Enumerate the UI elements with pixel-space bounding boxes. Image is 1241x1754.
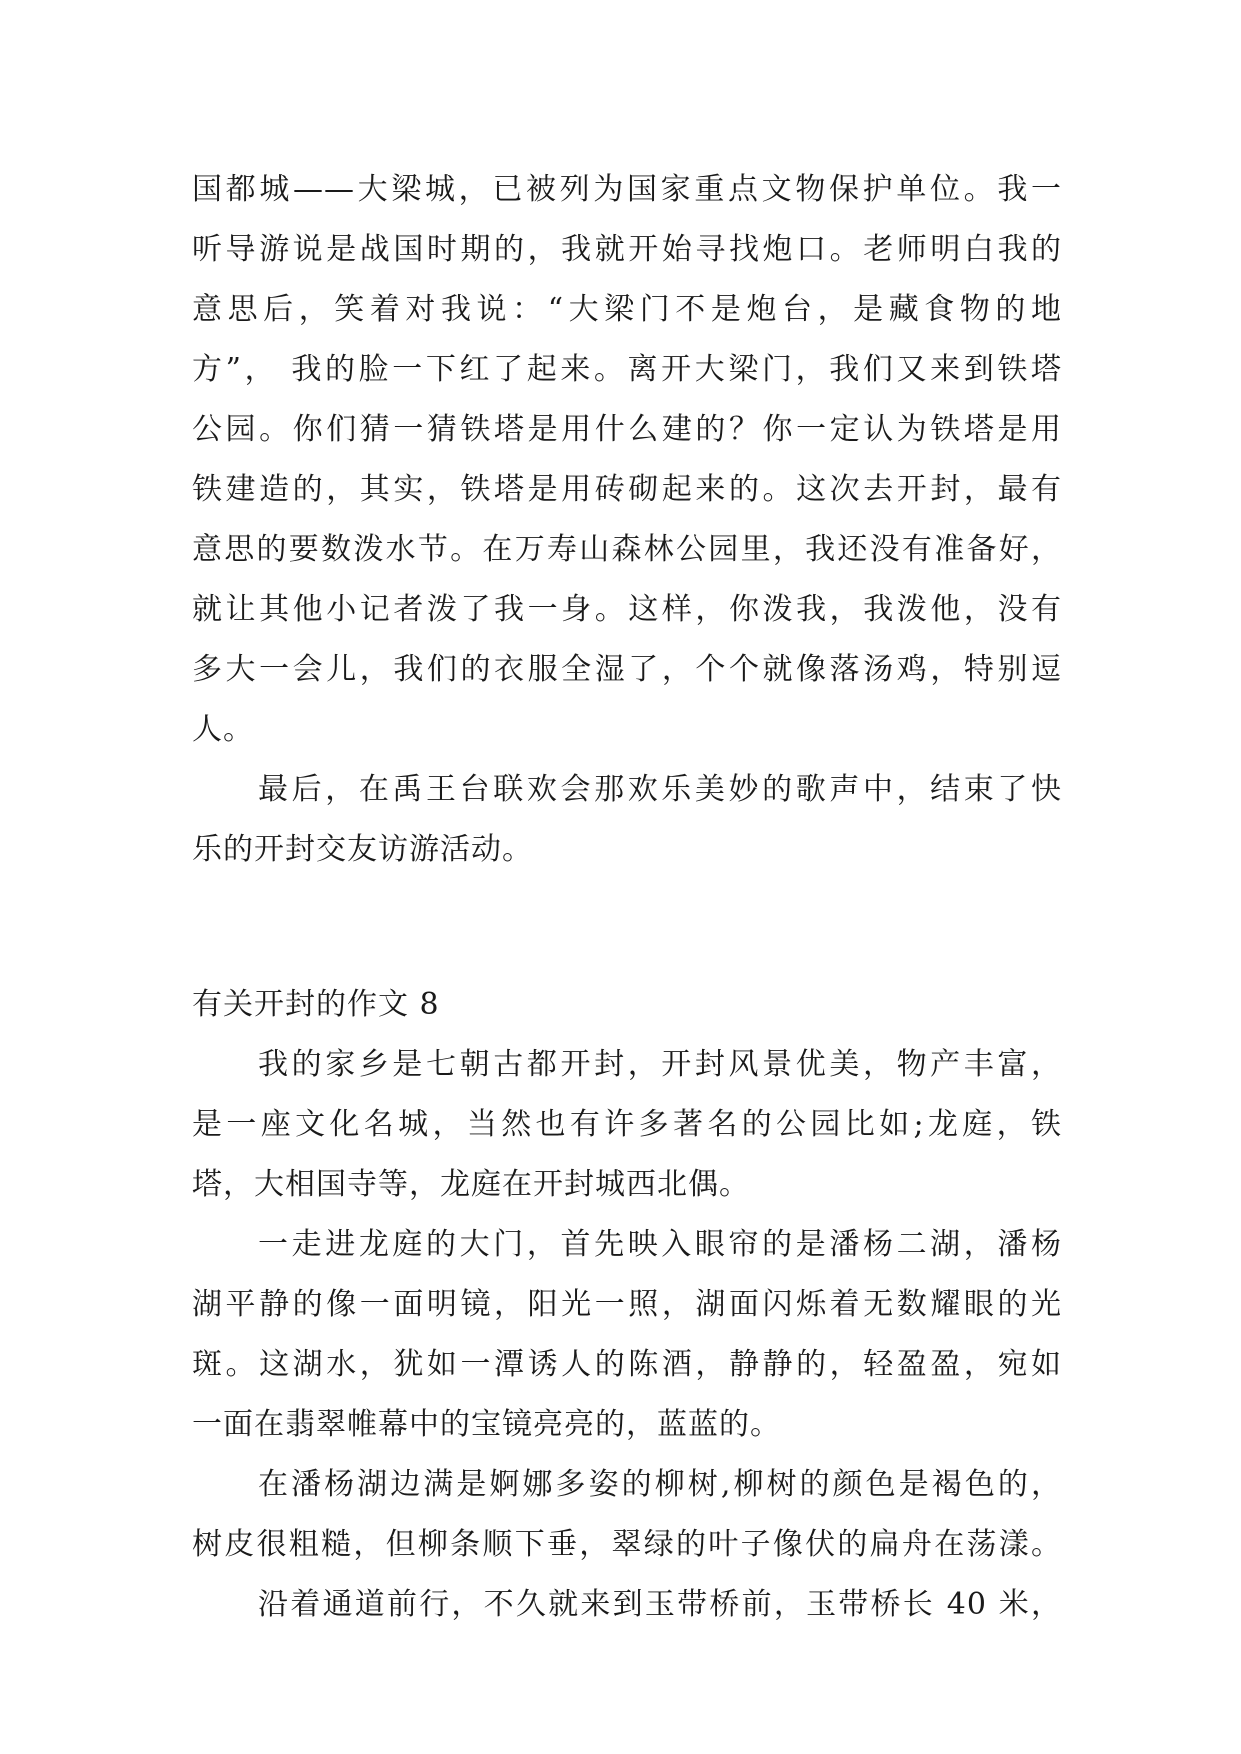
- text-line: 乐的开封交友访游活动。: [192, 832, 533, 867]
- text-line: 意思后，笑着对我说：“大梁门不是炮台，是藏食物的地: [192, 292, 1062, 327]
- document-body: [192, 160, 1062, 1635]
- section-heading: 有关开封的作文 8: [192, 987, 440, 1022]
- text-line: 听导游说是战国时期的，我就开始寻找炮口。老师明白我的: [192, 232, 1062, 267]
- text-line: 树皮很粗糙，但柳条顺下垂，翠绿的叶子像伏的扁舟在荡漾。: [192, 1527, 1062, 1562]
- text-line: 人。: [192, 712, 254, 747]
- text-line: 一面在翡翠帷幕中的宝镜亮亮的，蓝蓝的。: [192, 1407, 781, 1442]
- text-line: 铁建造的，其实，铁塔是用砖砌起来的。这次去开封，最有: [192, 472, 1062, 507]
- text-line: 最后，在禹王台联欢会那欢乐美妙的歌声中，结束了快: [258, 772, 1062, 807]
- text-line: 公园。你们猜一猜铁塔是用什么建的？你一定认为铁塔是用: [192, 412, 1062, 447]
- text-line: 一走进龙庭的大门，首先映入眼帘的是潘杨二湖，潘杨: [258, 1227, 1062, 1262]
- text-line: 在潘杨湖边满是婀娜多姿的柳树,柳树的颜色是褐色的，: [258, 1467, 1062, 1502]
- text-line: 意思的要数泼水节。在万寿山森林公园里，我还没有准备好，: [192, 532, 1062, 567]
- paragraph-bridge: [192, 1575, 1062, 1635]
- text-line: 斑。这湖水，犹如一潭诱人的陈酒，静静的，轻盈盈，宛如: [192, 1347, 1062, 1382]
- text-line: 湖平静的像一面明镜，阳光一照，湖面闪烁着无数耀眼的光: [192, 1287, 1062, 1322]
- paragraph-closing: [192, 760, 1062, 880]
- paragraph-willows: [192, 1455, 1062, 1575]
- text-line: 多大一会儿，我们的衣服全湿了，个个就像落汤鸡，特别逗: [192, 652, 1062, 687]
- paragraph-intro: [192, 1035, 1062, 1215]
- text-line: 是一座文化名城，当然也有许多著名的公园比如;龙庭，铁: [192, 1107, 1062, 1142]
- paragraph-lake: [192, 1215, 1062, 1455]
- text-line: 就让其他小记者泼了我一身。这样，你泼我，我泼他，没有: [192, 592, 1062, 627]
- text-line: 我的家乡是七朝古都开封，开封风景优美，物产丰富，: [258, 1047, 1062, 1082]
- text-line: 方”， 我的脸一下红了起来。离开大梁门，我们又来到铁塔: [192, 352, 1062, 387]
- text-line: 国都城——大梁城，已被列为国家重点文物保护单位。我一: [192, 172, 1062, 207]
- section-gap: [192, 880, 1062, 975]
- text-line: 塔，大相国寺等，龙庭在开封城西北偶。: [192, 1167, 750, 1202]
- text-line: 沿着通道前行，不久就来到玉带桥前，玉带桥长 40 米，: [258, 1587, 1062, 1622]
- paragraph-continued: [192, 160, 1062, 760]
